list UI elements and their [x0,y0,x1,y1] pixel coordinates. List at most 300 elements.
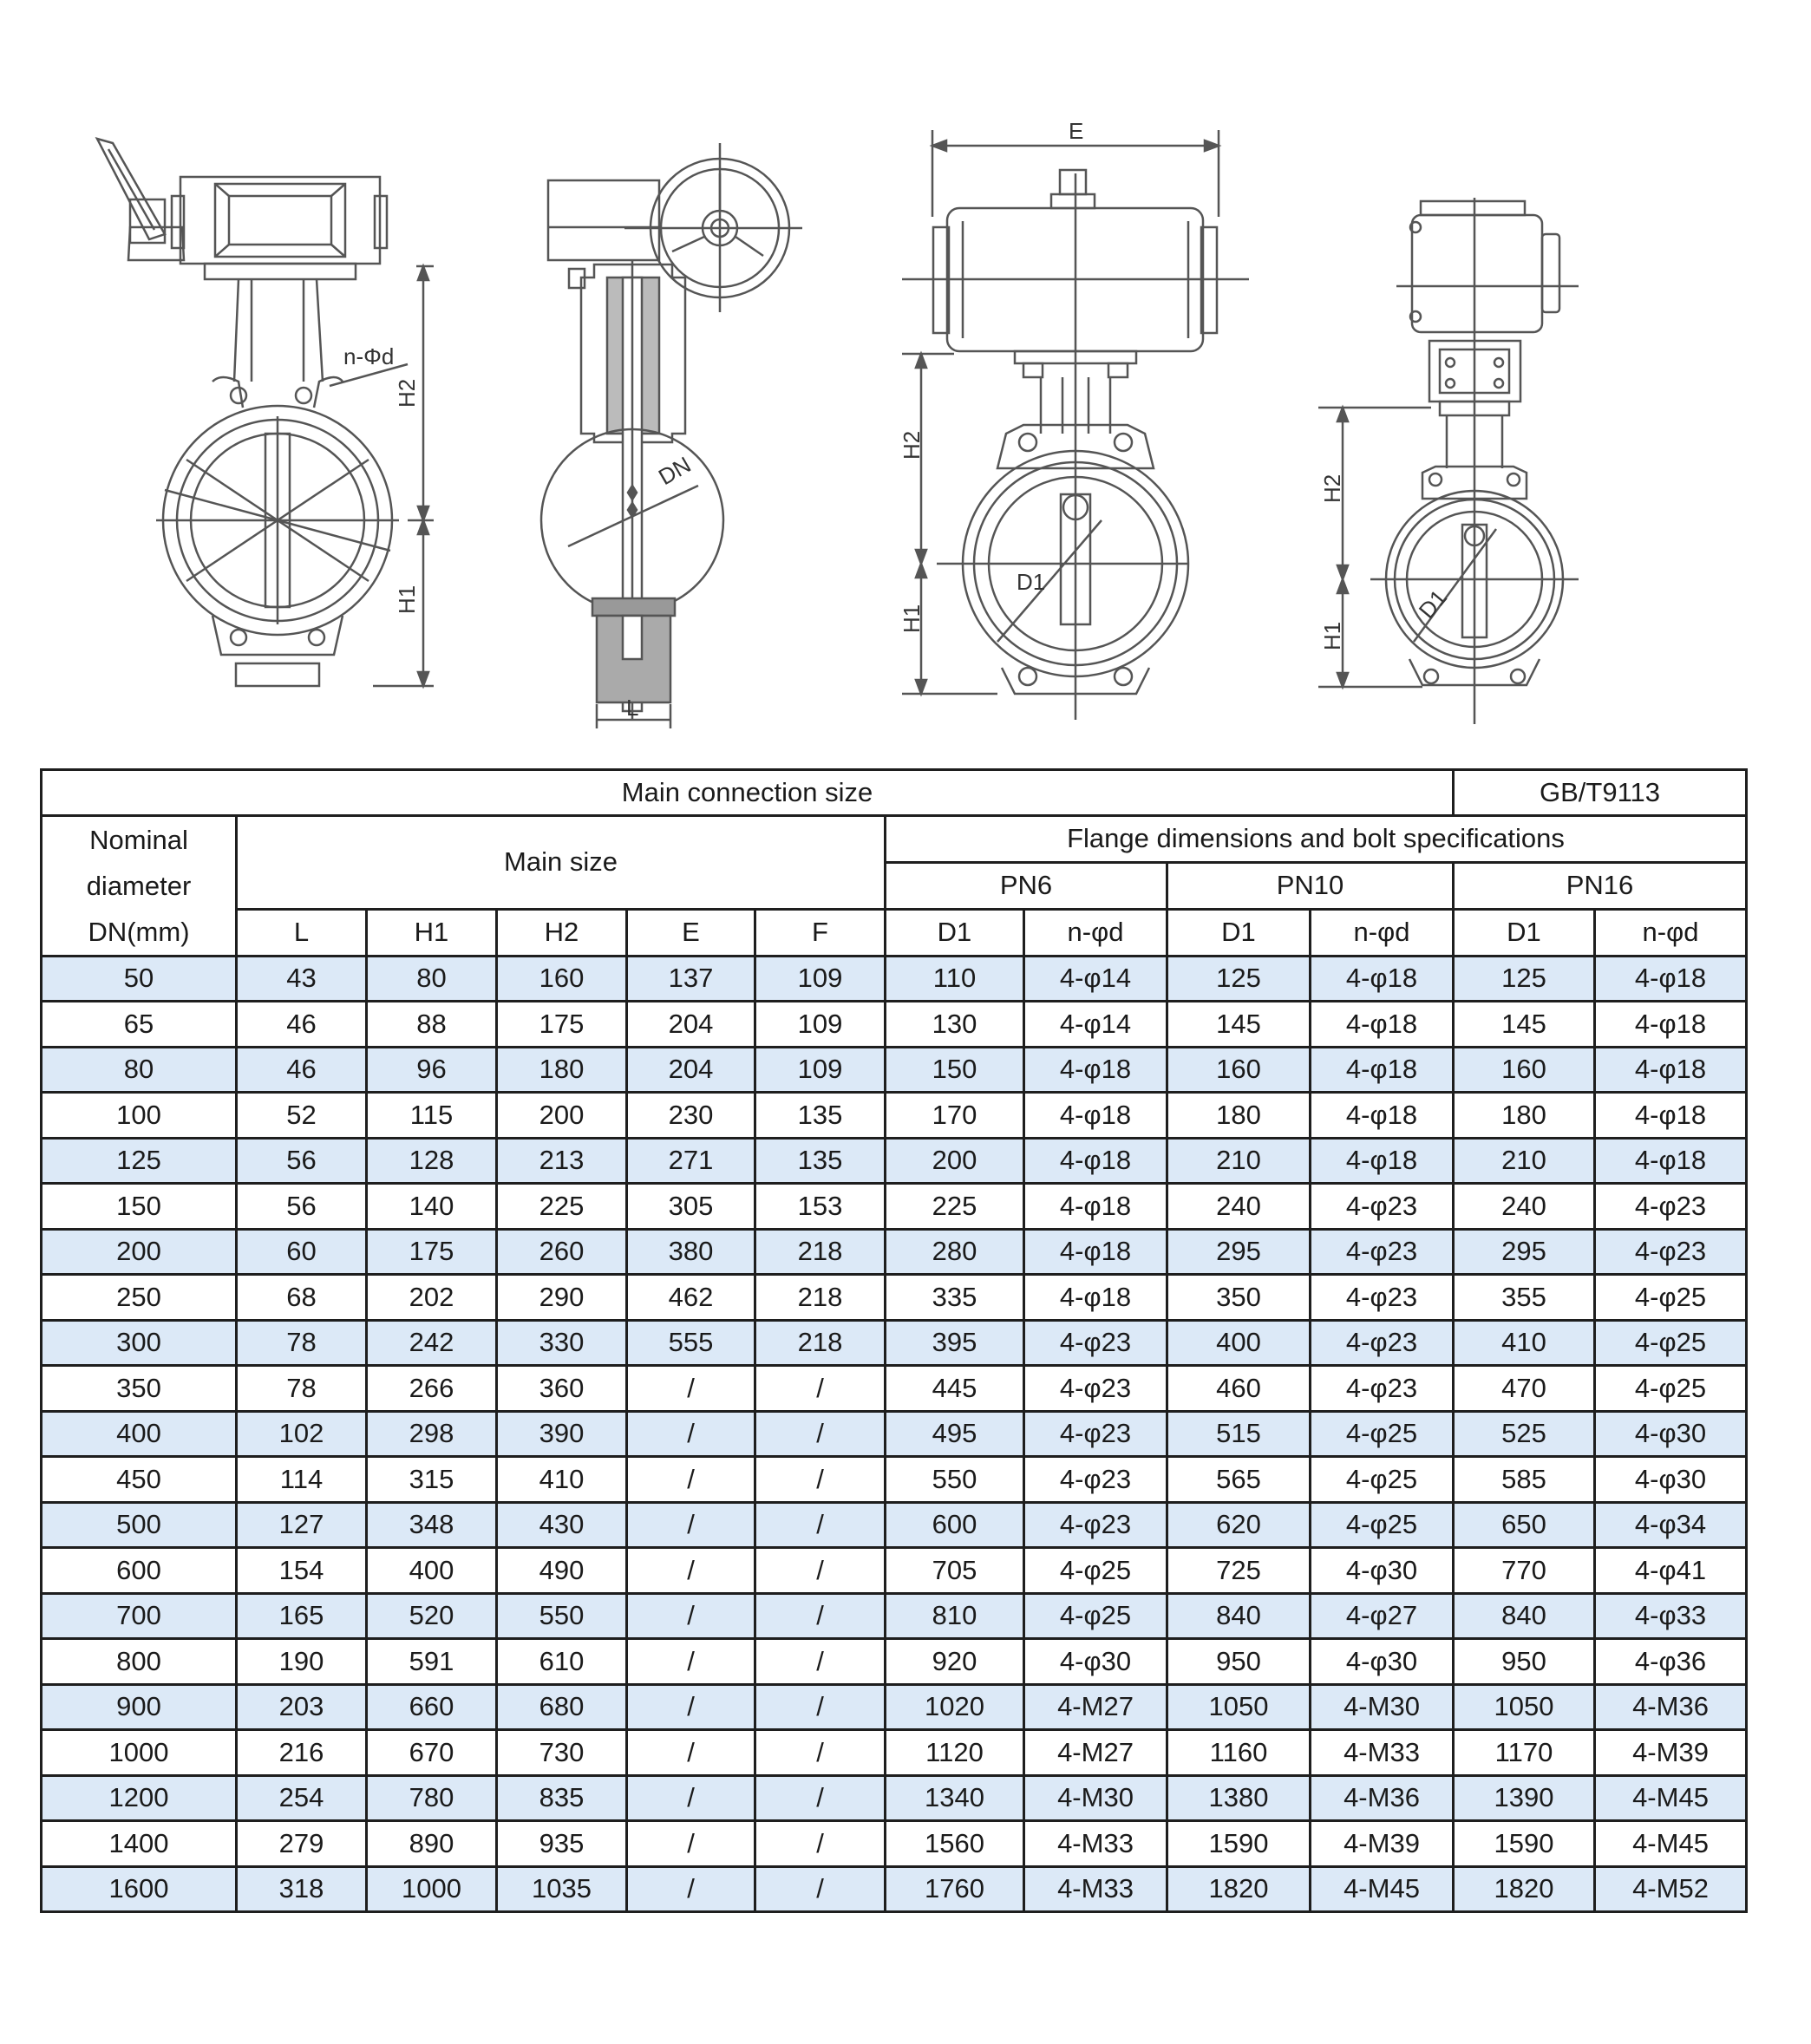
table-cell: 4-φ23 [1311,1275,1454,1321]
table-cell: 202 [367,1275,497,1321]
table-cell: 935 [497,1821,627,1867]
table-cell: 96 [367,1047,497,1093]
table-cell: 840 [1454,1593,1595,1639]
col-header: H2 [497,909,627,956]
table-cell: 1760 [886,1866,1024,1912]
table-cell: 130 [886,1002,1024,1048]
table-cell: 4-M45 [1595,1775,1747,1821]
label-e: E [1069,118,1084,144]
table-cell: 4-φ18 [1595,956,1747,1002]
table-cell: 670 [367,1730,497,1776]
table-cell: / [627,1775,755,1821]
table-cell: 400 [1167,1320,1311,1366]
table-cell: 4-M27 [1024,1684,1167,1730]
table-cell: 400 [367,1548,497,1594]
table-cell: 160 [1167,1047,1311,1093]
table-cell: 160 [1454,1047,1595,1093]
table-cell: / [627,1366,755,1412]
nominal-diameter-cell: 300 [42,1320,237,1366]
label-h2-fig4: H2 [1319,473,1345,503]
table-row [42,1275,1747,1321]
table-cell: / [755,1366,886,1412]
table-cell: 725 [1167,1548,1311,1594]
table-cell: 153 [755,1184,886,1230]
table-cell: 200 [886,1138,1024,1184]
table-cell: 125 [1167,956,1311,1002]
table-cell: 4-φ30 [1024,1639,1167,1685]
table-cell: 230 [627,1093,755,1139]
table-cell: 4-φ33 [1595,1593,1747,1639]
table-cell: 225 [497,1184,627,1230]
col-header: n-φd [1595,909,1747,956]
table-cell: 56 [237,1184,367,1230]
label-h2-fig1: H2 [394,378,420,408]
table-cell: 495 [886,1411,1024,1457]
table-cell: 109 [755,1002,886,1048]
table-cell: 128 [367,1138,497,1184]
nominal-diameter-cell: 1600 [42,1866,237,1912]
table-cell: 279 [237,1821,367,1867]
nominal-diameter-cell: 1400 [42,1821,237,1867]
table-cell: 150 [886,1047,1024,1093]
nominal-diameter-cell: 250 [42,1275,237,1321]
table-cell: 4-φ23 [1024,1457,1167,1503]
label-d1-fig3: D1 [1017,569,1046,595]
table-cell: 110 [886,956,1024,1002]
label-d1-fig4: D1 [1413,584,1452,624]
table-cell: / [627,1730,755,1776]
nominal-diameter-header [42,815,237,956]
table-cell: 160 [497,956,627,1002]
table-cell: 109 [755,956,886,1002]
table-cell: 555 [627,1320,755,1366]
dimension-table [40,768,1748,1913]
table-cell: 390 [497,1411,627,1457]
table-cell: 135 [755,1138,886,1184]
table-cell: 216 [237,1730,367,1776]
col-header: H1 [367,909,497,956]
table-cell: 335 [886,1275,1024,1321]
title-row [42,770,1747,816]
table-cell: / [627,1548,755,1594]
table-cell: 52 [237,1093,367,1139]
table-cell: 380 [627,1229,755,1275]
table-cell: 4-φ18 [1595,1047,1747,1093]
table-cell: 280 [886,1229,1024,1275]
table-cell: 660 [367,1684,497,1730]
table-cell: 1050 [1454,1684,1595,1730]
nominal-diameter-cell: 900 [42,1684,237,1730]
table-cell: 88 [367,1002,497,1048]
table-cell: 46 [237,1002,367,1048]
table-cell: 203 [237,1684,367,1730]
table-cell: 4-φ23 [1024,1502,1167,1548]
drawing-gear-side [541,143,802,728]
drawing-pneumatic [902,130,1249,720]
table-cell: / [627,1639,755,1685]
table-cell: 4-φ18 [1311,1047,1454,1093]
table-cell: 1160 [1167,1730,1311,1776]
table-cell: 102 [237,1411,367,1457]
table-body [42,956,1747,1912]
table-row [42,1366,1747,1412]
table-cell: 1050 [1167,1684,1311,1730]
table-cell: 950 [1167,1639,1311,1685]
table-cell: 4-φ30 [1595,1457,1747,1503]
table-cell: 1120 [886,1730,1024,1776]
table-row [42,1548,1747,1594]
table-cell: 1000 [367,1866,497,1912]
pn10-header: PN10 [1167,862,1454,909]
table-row [42,1775,1747,1821]
table-cell: 218 [755,1229,886,1275]
table-cell: / [755,1502,886,1548]
table-cell: 295 [1454,1229,1595,1275]
table-cell: 4-φ27 [1311,1593,1454,1639]
table-cell: 4-φ30 [1311,1639,1454,1685]
col-header: n-φd [1311,909,1454,956]
table-row [42,1639,1747,1685]
table-cell: 550 [886,1457,1024,1503]
table-cell: 4-φ25 [1595,1320,1747,1366]
table-cell: 78 [237,1366,367,1412]
nominal-diameter-cell: 700 [42,1593,237,1639]
table-cell: 204 [627,1047,755,1093]
table-cell: 154 [237,1548,367,1594]
table-cell: 4-φ41 [1595,1548,1747,1594]
nominal-diameter-cell: 600 [42,1548,237,1594]
table-cell: 180 [497,1047,627,1093]
table-cell: 4-φ18 [1311,1002,1454,1048]
nominal-diameter-cell: 65 [42,1002,237,1048]
table-cell: 4-φ34 [1595,1502,1747,1548]
table-cell: 4-φ23 [1595,1184,1747,1230]
table-cell: 240 [1167,1184,1311,1230]
table-cell: 305 [627,1184,755,1230]
table-cell: 4-M52 [1595,1866,1747,1912]
table-cell: 127 [237,1502,367,1548]
table-cell: 78 [237,1320,367,1366]
table-row [42,1093,1747,1139]
table-cell: 4-φ18 [1024,1093,1167,1139]
table-row [42,1593,1747,1639]
table-row [42,1411,1747,1457]
drawing-gear-front [97,139,434,686]
table-cell: 225 [886,1184,1024,1230]
table-cell: / [755,1457,886,1503]
table-cell: 1020 [886,1684,1024,1730]
table-row [42,1184,1747,1230]
table-cell: 4-M33 [1024,1866,1167,1912]
table-cell: 4-φ30 [1311,1548,1454,1594]
table-cell: 350 [1167,1275,1311,1321]
nominal-diameter-cell: 125 [42,1138,237,1184]
table-cell: 4-M45 [1595,1821,1747,1867]
nominal-diameter-cell: 1200 [42,1775,237,1821]
table-cell: 298 [367,1411,497,1457]
table-cell: 4-M30 [1024,1775,1167,1821]
nominal-diameter-cell: 1000 [42,1730,237,1776]
table-cell: 218 [755,1275,886,1321]
col-header: L [237,909,367,956]
table-cell: 80 [367,956,497,1002]
table-cell: / [627,1593,755,1639]
table-cell: 4-M30 [1311,1684,1454,1730]
table-cell: 1560 [886,1821,1024,1867]
table-cell: 4-φ18 [1024,1138,1167,1184]
table-cell: 165 [237,1593,367,1639]
table-row [42,1502,1747,1548]
table-cell: 770 [1454,1548,1595,1594]
table-cell: 4-φ18 [1311,1093,1454,1139]
label-h2-fig3: H2 [899,430,925,460]
table-cell: 175 [367,1229,497,1275]
nominal-header-line-1: Nominal [89,824,188,855]
table-cell: / [755,1639,886,1685]
table-cell: 4-φ18 [1024,1275,1167,1321]
table-cell: 360 [497,1366,627,1412]
table-cell: 4-M27 [1024,1730,1167,1776]
table-row [42,1730,1747,1776]
label-h1-fig3: H1 [899,604,925,633]
table-cell: 4-φ25 [1311,1457,1454,1503]
table-cell: 445 [886,1366,1024,1412]
table-cell: 4-φ23 [1311,1184,1454,1230]
table-row [42,1457,1747,1503]
table-cell: 254 [237,1775,367,1821]
nominal-header-line-3: DN(mm) [88,916,190,947]
table-cell: 4-φ25 [1024,1548,1167,1594]
header-row-3 [42,909,1747,956]
table-cell: 650 [1454,1502,1595,1548]
table-cell: 4-φ18 [1311,1138,1454,1184]
table-row [42,1684,1747,1730]
table-cell: 213 [497,1138,627,1184]
table-cell: 355 [1454,1275,1595,1321]
table-cell: 4-φ25 [1024,1593,1167,1639]
table-cell: 4-φ25 [1595,1275,1747,1321]
table-cell: 4-M36 [1311,1775,1454,1821]
table-cell: / [755,1775,886,1821]
table-row [42,1002,1747,1048]
table-cell: 109 [755,1047,886,1093]
table-cell: 600 [886,1502,1024,1548]
table-cell: 200 [497,1093,627,1139]
table-cell: 410 [1454,1320,1595,1366]
table-cell: 1390 [1454,1775,1595,1821]
table-cell: 210 [1167,1138,1311,1184]
drawing-electric [1318,198,1579,724]
table-cell: 410 [497,1457,627,1503]
table-cell: 135 [755,1093,886,1139]
table-cell: 260 [497,1229,627,1275]
table-cell: 835 [497,1775,627,1821]
table-cell: 520 [367,1593,497,1639]
table-cell: 430 [497,1502,627,1548]
nominal-diameter-cell: 800 [42,1639,237,1685]
flange-header: Flange dimensions and bolt specifications [886,815,1747,862]
table-cell: 175 [497,1002,627,1048]
table-row [42,1821,1747,1867]
table-row [42,1320,1747,1366]
table-cell: / [755,1821,886,1867]
table-cell: 4-φ18 [1024,1229,1167,1275]
table-cell: 4-φ23 [1311,1229,1454,1275]
table-cell: 4-φ23 [1311,1320,1454,1366]
table-cell: 4-φ23 [1024,1411,1167,1457]
pn6-header: PN6 [886,862,1167,909]
label-dn: DN [654,451,696,491]
table-cell: 180 [1167,1093,1311,1139]
table-cell: 218 [755,1320,886,1366]
table-cell: / [627,1502,755,1548]
nominal-diameter-cell: 450 [42,1457,237,1503]
table-cell: 140 [367,1184,497,1230]
table-cell: 4-φ18 [1595,1138,1747,1184]
table-cell: / [755,1411,886,1457]
col-header: D1 [886,909,1024,956]
table-cell: 4-M36 [1595,1684,1747,1730]
table-cell: 490 [497,1548,627,1594]
table-cell: 4-φ25 [1311,1502,1454,1548]
standard-label: GB/T9113 [1454,770,1747,816]
table-cell: 46 [237,1047,367,1093]
table-cell: 125 [1454,956,1595,1002]
col-header: n-φd [1024,909,1167,956]
label-h1-fig4: H1 [1319,621,1345,650]
main-size-header: Main size [237,815,886,909]
table-cell: 1590 [1167,1821,1311,1867]
col-header: D1 [1167,909,1311,956]
table-cell: 470 [1454,1366,1595,1412]
table-cell: 145 [1167,1002,1311,1048]
table-cell: / [627,1411,755,1457]
table-cell: 460 [1167,1366,1311,1412]
table-cell: 4-φ25 [1595,1366,1747,1412]
table-cell: 4-φ14 [1024,1002,1167,1048]
table-cell: 4-M33 [1311,1730,1454,1776]
table-cell: 43 [237,956,367,1002]
table-cell: 330 [497,1320,627,1366]
table-cell: 4-M45 [1311,1866,1454,1912]
table-cell: / [755,1548,886,1594]
nominal-diameter-cell: 500 [42,1502,237,1548]
table-cell: 610 [497,1639,627,1685]
table-cell: 242 [367,1320,497,1366]
table-cell: 4-φ25 [1311,1411,1454,1457]
table-cell: 145 [1454,1002,1595,1048]
nominal-header-line-2: diameter [86,870,192,901]
table-cell: 810 [886,1593,1024,1639]
table-cell: 1380 [1167,1775,1311,1821]
col-header: E [627,909,755,956]
valve-drawings [0,0,1811,746]
col-header: F [755,909,886,956]
table-cell: 271 [627,1138,755,1184]
table-cell: 60 [237,1229,367,1275]
table-cell: 680 [497,1684,627,1730]
table-cell: / [755,1684,886,1730]
table-cell: 550 [497,1593,627,1639]
table-cell: 4-φ18 [1024,1184,1167,1230]
nominal-diameter-cell: 400 [42,1411,237,1457]
table-cell: 180 [1454,1093,1595,1139]
table-cell: / [627,1821,755,1867]
table-cell: 170 [886,1093,1024,1139]
table-cell: 591 [367,1639,497,1685]
table-cell: 4-φ18 [1595,1093,1747,1139]
label-nphid: n-Φd [343,343,395,369]
table-cell: 780 [367,1775,497,1821]
table-cell: / [627,1684,755,1730]
table-cell: 348 [367,1502,497,1548]
table-cell: 4-φ36 [1595,1639,1747,1685]
table-cell: 4-φ23 [1311,1366,1454,1412]
table-cell: 295 [1167,1229,1311,1275]
label-h1-fig1: H1 [394,584,420,614]
table-title: Main connection size [42,770,1454,816]
table-cell: 190 [237,1639,367,1685]
table-cell: 4-M33 [1024,1821,1167,1867]
table-cell: 4-φ23 [1024,1366,1167,1412]
table-cell: 315 [367,1457,497,1503]
table-cell: 525 [1454,1411,1595,1457]
table-cell: 240 [1454,1184,1595,1230]
table-cell: 1340 [886,1775,1024,1821]
table-cell: 1035 [497,1866,627,1912]
table-cell: 395 [886,1320,1024,1366]
table-cell: 890 [367,1821,497,1867]
table-cell: 1820 [1454,1866,1595,1912]
table-cell: 1170 [1454,1730,1595,1776]
table-cell: 204 [627,1002,755,1048]
nominal-diameter-cell: 150 [42,1184,237,1230]
table-cell: 950 [1454,1639,1595,1685]
table-row [42,956,1747,1002]
table-cell: 318 [237,1866,367,1912]
table-cell: 1820 [1167,1866,1311,1912]
table-cell: 4-φ30 [1595,1411,1747,1457]
table-cell: 115 [367,1093,497,1139]
table-cell: / [627,1866,755,1912]
label-l: L [626,695,639,721]
table-row [42,1229,1747,1275]
nominal-diameter-cell: 200 [42,1229,237,1275]
table-cell: 4-φ23 [1595,1229,1747,1275]
table-cell: 705 [886,1548,1024,1594]
table-cell: 4-φ18 [1311,956,1454,1002]
nominal-diameter-cell: 100 [42,1093,237,1139]
table-cell: 730 [497,1730,627,1776]
table-row [42,1866,1747,1912]
table-cell: 290 [497,1275,627,1321]
table-cell: / [627,1457,755,1503]
table-cell: / [755,1730,886,1776]
table-row [42,1047,1747,1093]
table-cell: 137 [627,956,755,1002]
table-cell: / [755,1593,886,1639]
table-cell: 4-φ18 [1024,1047,1167,1093]
table-cell: 4-M39 [1311,1821,1454,1867]
nominal-diameter-cell: 350 [42,1366,237,1412]
nominal-diameter-cell: 50 [42,956,237,1002]
table-cell: 4-φ14 [1024,956,1167,1002]
nominal-diameter-cell: 80 [42,1047,237,1093]
table-cell: 4-M39 [1595,1730,1747,1776]
table-cell: 620 [1167,1502,1311,1548]
table-cell: 920 [886,1639,1024,1685]
table-cell: 4-φ18 [1595,1002,1747,1048]
